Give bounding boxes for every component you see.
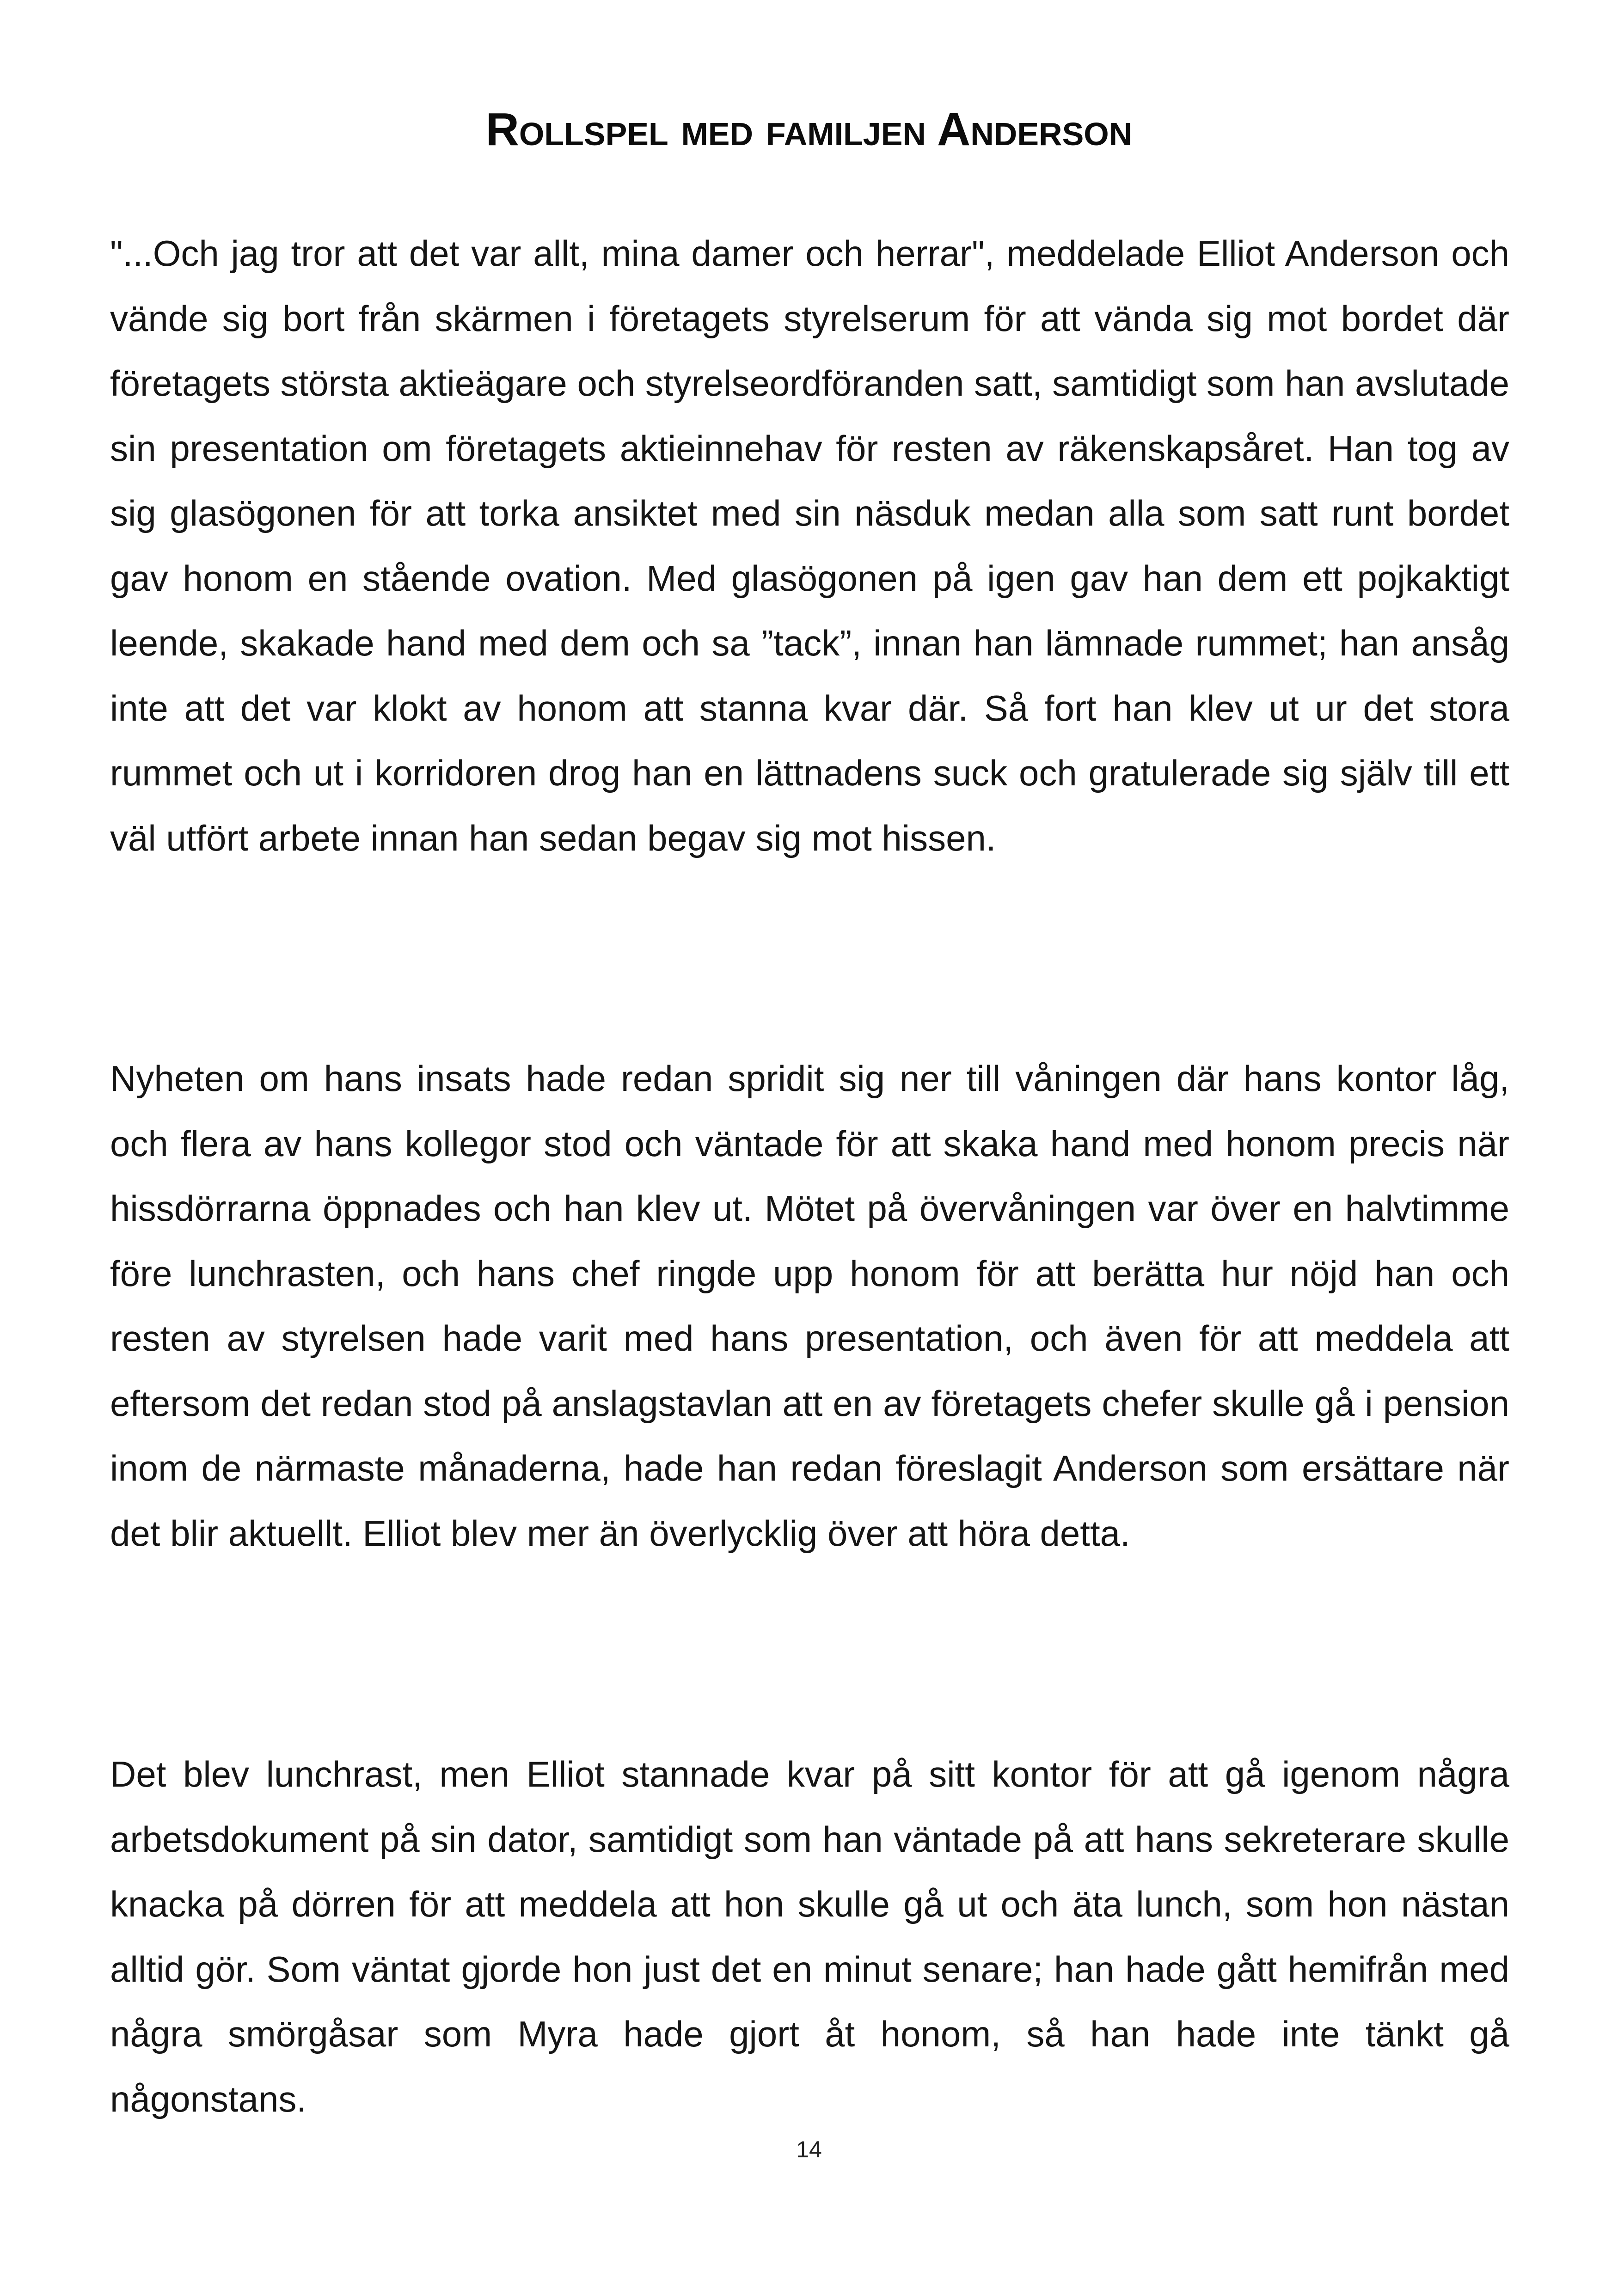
body-paragraph-2: Nyheten om hans insats hade redan spridit sig ner till våningen där hans kontor låg, och flera av hans kollegor stod och väntade för att skaka hand med honom precis när hissdörrarna öppnades och han klev ut. Mötet på övervåningen var över en halvtimme före lunchrasten, och hans chef ringde upp honom för att berätta hur nöjd han och resten av styrelsen hade varit med hans presentation, och även för att meddela att eftersom det redan stod på anslagstavlan att en av företagets chefer skulle gå i pension inom de närmaste månaderna, hade han redan föreslagit Anderson som ersättare när det blir aktuellt. Elliot blev mer än överlycklig över att höra detta. bbox=[110, 1058, 1509, 1554]
body-paragraph-3: Det blev lunchrast, men Elliot stannade kvar på sitt kontor för att gå igenom några arbetsdokument på sin dator, samtidigt som han väntade på att hans sekreterare skulle knacka på dörren för att meddela att hon skulle gå ut och äta lunch, som hon nästan alltid gör. Som väntat gjorde hon just det en minut senare; han hade gått hemifrån med några smörgåsar som Myra hade gjort åt honom, så han hade inte tänkt gå någonstans. bbox=[110, 1754, 1509, 2119]
page-number: 14 bbox=[796, 2137, 822, 2162]
body-paragraph-1: "...Och jag tror att det var allt, mina damer och herrar", meddelade Elliot Anderson och vände sig bort från skärmen i företagets styrelserum för att vända sig mot bordet där företagets största aktieägare och styrelseordföranden satt, samtidigt som han avslutade sin presentation om företagets aktieinnehav för resten av räkenskapsåret. Han tog av sig glasögonen för att torka ansiktet med sin näsduk medan alla som satt runt bordet gav honom en stående ovation. Med glasögonen på igen gav han dem ett pojkaktigt leende, skakade hand med dem och sa ”tack”, innan han lämnade rummet; han ansåg inte att det var klokt av honom att stanna kvar där. Så fort han klev ut ur det stora rummet och ut i korridoren drog han en lättnadens suck och gratulerade sig själv till ett väl utfört arbete innan han sedan begav sig mot hissen. bbox=[110, 233, 1509, 858]
page-title: Rollspel med familjen Anderson bbox=[485, 104, 1133, 155]
